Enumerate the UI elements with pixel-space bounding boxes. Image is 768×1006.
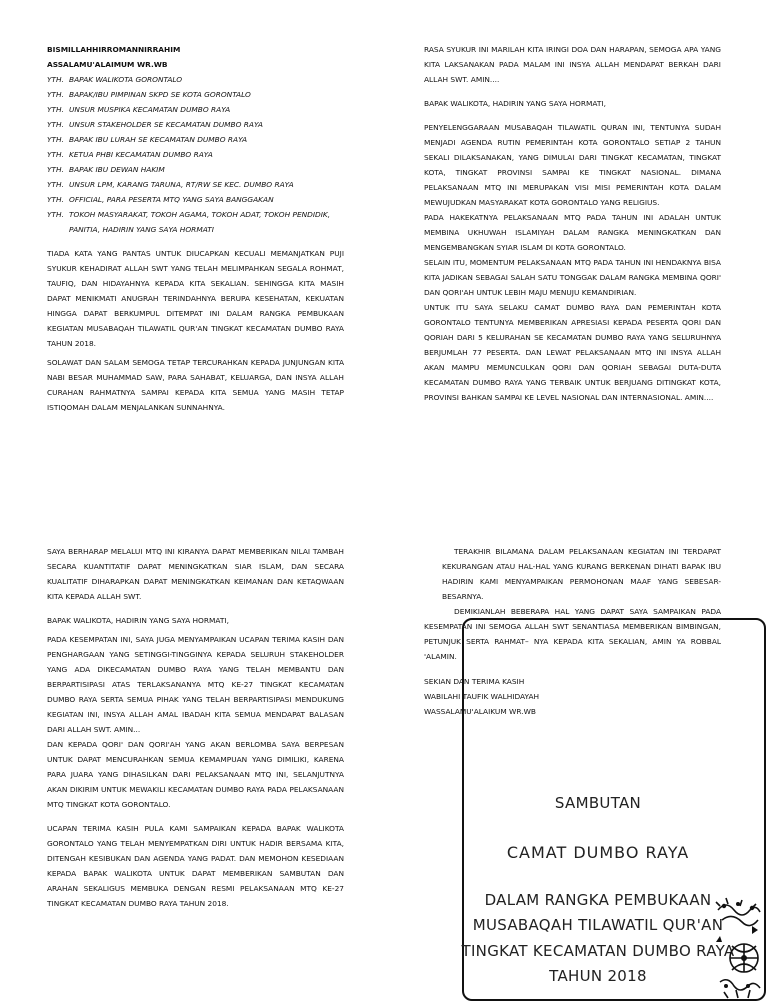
speech-section-thanks: [47, 544, 344, 911]
paragraph-agenda: PENYELENGGARAAN MUSABAQAH TILAWATIL QURAN INI, TENTUNYA SUDAH MENJADI AGENDA RUTIN PEMERINTAH KOTA GORONTALO SETIAP 2 TAHUN SEKALI DILAKSANAKAN, YANG DIMULAI DARI TINGKAT KECAMATAN, TINGKAT KOTA, TINGKAT PROVINSI SAMPAI KE TINGKAT NASIONAL. DIMANA PELAKSANAAN MTQ INI MERUPAKAN VISI MISI PEMERINTAH KOTA DALAM MEWUJUDKAN MASYARAKAT KOTA GORONTALO YANG RELIGIUS.: [424, 123, 721, 207]
greeting-line: BAPAK WALIKOTA, HADIRIN YANG SAYA HORMATI,: [47, 616, 229, 625]
cover-line-opening: DALAM RANGKA PEMBUKAAN: [484, 891, 712, 909]
cover-subtitle: CAMAT DUMBO RAYA: [506, 843, 690, 862]
paragraph-gratitude: TIADA KATA YANG PANTAS UNTUK DIUCAPKAN KECUALI MEMANJATKAN PUJI SYUKUR KEHADIRAT ALLAH SWT YANG TELAH MELIMPAHKAN SEGALA ROHMAT, TAUFIQ, DAN HIDAYAHNYA KEPADA KITA SEKALIAN. SEHINGGA KITA MASIH DAPAT MENIKMATI ANUGRAH TERINDAHNYA BERUPA KESEHATAN, KEKUATAN HINGGA DAPAT BERKUMPUL DITEMPAT INI DALAM RANGKA PEMBUKAAN KEGIATAN MUSABAQAH TILAWATIL QUR'AN TINGKAT KECAMATAN DUMBO RAYA TAHUN 2018.: [47, 249, 344, 348]
paragraph-conclusion: DEMIKIANLAH BEBERAPA HAL YANG DAPAT SAYA SAMPAIKAN PADA KESEMPATAN INI SEMOGA ALLAH SWT SENANTIASA MEMBERIKAN BIMBINGAN, PETUNJUK SERTA RAHMAT– NYA KEPADA KITA SEKALIAN, AMIN YA ROBBAL 'ALAMIN.: [424, 607, 721, 661]
paragraph-apology: TERAKHIR BILAMANA DALAM PELAKSANAAN KEGIATAN INI TERDAPAT KEKURANGAN ATAU HAL-HAL YANG KURANG BERKENAN DIHATI BAPAK IBU HADIRIN KAMI MENYAMPAIKAN PERMOHONAN MAAF YANG SEBESAR-BESARNYA.: [442, 547, 721, 601]
addressee-item: YTH. UNSUR STAKEHOLDER SE KECAMATAN DUMBO RAYA: [47, 120, 263, 129]
closing-line: SEKIAN DAN TERIMA KASIH: [424, 677, 525, 686]
addressee-list: [47, 72, 344, 237]
addressee-item: YTH. BAPAK IBU DEWAN HAKIM: [47, 165, 165, 174]
paragraph-hope: SAYA BERHARAP MELALUI MTQ INI KIRANYA DAPAT MEMBERIKAN NILAI TAMBAH SECARA KUANTITATIF DAPAT MENINGKATKAN SIAR ISLAM, DAN SECARA KUALITATIF DIHARAPKAN DAPAT MENINGKATKAN KEIMANAN DAN KETAQWAAN KITA KEPADA ALLAH SWT.: [47, 547, 344, 601]
cover-line-level: TINGKAT KECAMATAN DUMBO RAYA: [461, 942, 735, 960]
greeting-line: BAPAK WALIKOTA, HADIRIN YANG SAYA HORMATI,: [424, 99, 606, 108]
addressee-item: YTH. BAPAK WALIKOTA GORONTALO: [47, 75, 183, 84]
cover-line-event: MUSABAQAH TILAWATIL QUR'AN: [472, 916, 724, 934]
closing-line: WASSALAMU'ALAIKUM WR.WB: [424, 707, 536, 716]
cover-line-year: TAHUN 2018: [549, 967, 647, 985]
paragraph-prayer: RASA SYUKUR INI MARILAH KITA IRINGI DOA DAN HARAPAN, SEMOGA APA YANG KITA LAKSANAKAN PADA MALAM INI INSYA ALLAH MENDAPAT BERKAH DARI ALLAH SWT. AMIN....: [424, 45, 721, 84]
paragraph-appreciation: UNTUK ITU SAYA SELAKU CAMAT DUMBO RAYA DAN PEMERINTAH KOTA GORONTALO TENTUNYA MEMBERIKAN APRESIASI KEPADA PESERTA QORI DAN QORIAH DARI 5 KELURAHAN SE KECAMATAN DUMBO RAYA YANG SELURUHNYA BERJUMLAH 77 PESERTA. DAN LEWAT PELAKSANAAN MTQ INI INSYA ALLAH AKAN MAMPU MEMUNCULKAN QORI DAN QORIAH SEBAGAI DUTA-DUTA KECAMATAN DUMBO RAYA YANG TERBAIK UNTUK BERJUANG DITINGKAT KOTA, PROVINSI BAHKAN SAMPAI KE LEVEL NASIONAL DAN INTERNASIONAL. AMIN....: [424, 303, 721, 402]
addressee-item: YTH. BAPAK IBU LURAH SE KECAMATAN DUMBO RAYA: [47, 135, 248, 144]
paragraph-essence: PADA HAKEKATNYA PELAKSANAAN MTQ PADA TAHUN INI ADALAH UNTUK MEMBINA UKHUWAH ISLAMIYAH DALAM RANGKA MENINGKATKAN DAN MENGEMBANGKAN SYIAR ISLAM DI KOTA GORONTALO.: [424, 213, 721, 252]
paragraph-salawat: SOLAWAT DAN SALAM SEMOGA TETAP TERCURAHKAN KEPADA JUNJUNGAN KITA NABI BESAR MUHAMMAD SAW, PARA SAHABAT, KELUARGA, DAN INSYA ALLAH CURAHAN RAHMATNYA SAMPAI KEPADA KITA SEMUA YANG MASIH TETAP ISTIQOMAH DALAM MENJALANKAN SUNNAHNYA.: [47, 358, 344, 412]
salam-line: ASSALAMU'ALAIMUM WR.WB: [47, 60, 168, 69]
addressee-item: YTH. OFFICIAL, PARA PESERTA MTQ YANG SAYA BANGGAKAN: [47, 195, 274, 204]
addressee-item: YTH. UNSUR LPM, KARANG TARUNA, RT/RW SE KEC. DUMBO RAYA: [47, 180, 294, 189]
paragraph-thanks-mayor: UCAPAN TERIMA KASIH PULA KAMI SAMPAIKAN KEPADA BAPAK WALIKOTA GORONTALO YANG TELAH MENYEMPATKAN DIRI UNTUK HADIR BERSAMA KITA, DITENGAH KESIBUKAN DAN AGENDA YANG PADAT. DAN MEMOHON KESEDIAAN KEPADA BAPAK WALIKOTA UNTUK DAPAT MEMBERIKAN SAMBUTAN DAN ARAHAN SEKALIGUS MEMBUKA DENGAN RESMI PELAKSANAAN MTQ KE-27 TINGKAT KECAMATAN DUMBO RAYA TAHUN 2018.: [47, 824, 344, 908]
paragraph-momentum: SELAIN ITU, MOMENTUM PELAKSANAAN MTQ PADA TAHUN INI HENDAKNYA BISA KITA JADIKAN SEBAGAI SALAH SATU TONGGAK DALAM RANGKA MEMBINA QORI' DAN QORI'AH UNTUK LEBIH MAJU MENUJU KEMANDIRIAN.: [424, 258, 721, 297]
addressee-item: YTH. TOKOH MASYARAKAT, TOKOH AGAMA, TOKOH ADAT, TOKOH PENDIDIK, PANITIA, HADIRIN YANG SAYA HORMATI: [47, 210, 331, 234]
cover-title: SAMBUTAN: [554, 794, 642, 812]
speech-section-mtq-purpose: [424, 42, 721, 405]
basmalah-line: BISMILLAHHIRROMANNIRRAHIM: [47, 45, 181, 54]
paragraph-message-participants: DAN KEPADA QORI' DAN QORI'AH YANG AKAN BERLOMBA SAYA BERPESAN UNTUK DAPAT MENCURAHKAN SEMUA KEMAMPUAN YANG DIMILIKI, KARENA PARA JUARA YANG DIHASILKAN DARI PELAKSANAAN MTQ INI, SELANJUTNYA AKAN DIKIRIM UNTUK MEWAKILI KECAMATAN DUMBO RAYA PADA PELAKSANAAN MTQ TINGKAT KOTA GORONTALO.: [47, 740, 344, 809]
addressee-item: YTH. KETUA PHBI KECAMATAN DUMBO RAYA: [47, 150, 213, 159]
addressee-item: YTH. BAPAK/IBU PIMPINAN SKPD SE KOTA GORONTALO: [47, 90, 251, 99]
addressee-item: YTH. UNSUR MUSPIKA KECAMATAN DUMBO RAYA: [47, 105, 231, 114]
floral-ornament-icon: [712, 896, 764, 1002]
closing-line: WABILAHI TAUFIK WALHIDAYAH: [424, 692, 540, 701]
speech-section-opening: [47, 42, 344, 415]
paragraph-thanks-stakeholders: PADA KESEMPATAN INI, SAYA JUGA MENYAMPAIKAN UCAPAN TERIMA KASIH DAN PENGHARGAAN YANG SETINGGI-TINGGINYA KEPADA SELURUH STAKEHOLDER YANG ADA DIKECAMATAN DUMBO RAYA YANG TELAH MEMBANTU DAN BERPARTISIPASI ATAS TERLAKSANANYA MTQ KE-27 TINGKAT KECAMATAN DUMBO RAYA SERTA SEMUA PIHAK YANG TELAH BERPARTISIPASI MENDUKUNG KEGIATAN INI, INSYA ALLAH AMAL IBADAH KITA SEMUA MENDAPAT BALASAN DARI ALLAH SWT. AMIN...: [47, 635, 344, 734]
